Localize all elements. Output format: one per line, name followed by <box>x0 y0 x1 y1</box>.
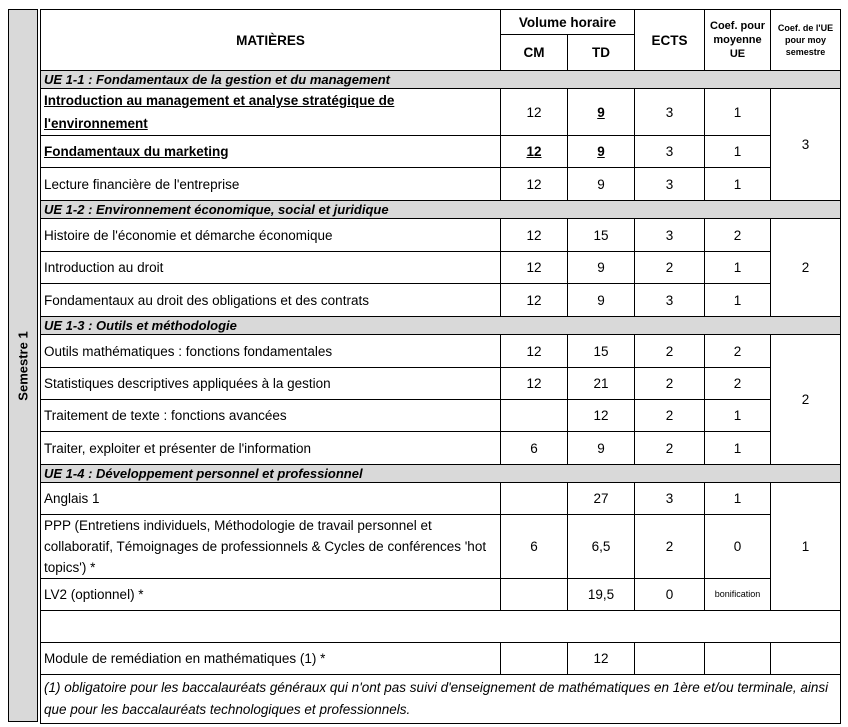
ects-value: 2 <box>635 368 705 400</box>
cm-value: 12 <box>501 335 568 368</box>
table-row <box>41 515 841 579</box>
course-name: Fondamentaux du marketing <box>41 136 501 168</box>
ue-title-row <box>41 317 841 335</box>
coef-value: 0 <box>705 515 771 579</box>
empty-cell <box>41 611 841 643</box>
td-value: 9 <box>568 136 635 168</box>
ects-value <box>635 643 705 675</box>
ects-value: 2 <box>635 252 705 284</box>
coef-value: 1 <box>705 284 771 317</box>
curriculum-table <box>40 9 841 724</box>
course-name: Outils mathématiques : fonctions fondamentales <box>41 335 501 368</box>
ue-coef: 3 <box>771 89 841 201</box>
header-matieres: MATIÈRES <box>41 10 501 71</box>
coef-value: 1 <box>705 89 771 136</box>
ects-value: 3 <box>635 168 705 201</box>
ects-value: 0 <box>635 579 705 611</box>
td-value: 15 <box>568 219 635 252</box>
semester-label-cell <box>8 9 38 722</box>
coef-value: 1 <box>705 136 771 168</box>
table-row <box>41 400 841 432</box>
td-value: 12 <box>568 643 635 675</box>
td-value: 9 <box>568 432 635 465</box>
table-row <box>41 168 841 201</box>
cm-value: 12 <box>501 89 568 136</box>
ue-coef <box>771 643 841 675</box>
ue-title: UE 1-1 : Fondamentaux de la gestion et du management <box>41 71 841 89</box>
footnote-row <box>41 675 841 724</box>
table-row <box>41 335 841 368</box>
ue-title: UE 1-2 : Environnement économique, social et juridique <box>41 201 841 219</box>
course-name: Traiter, exploiter et présenter de l'information <box>41 432 501 465</box>
td-value: 15 <box>568 335 635 368</box>
cm-value: 12 <box>501 252 568 284</box>
course-name: Histoire de l'économie et démarche économique <box>41 219 501 252</box>
table-row <box>41 368 841 400</box>
ue-title-row <box>41 465 841 483</box>
semester-label: Semestre 1 <box>15 330 31 401</box>
course-name: LV2 (optionnel) * <box>41 579 501 611</box>
course-name: PPP (Entretiens individuels, Méthodologie de travail personnel et collaboratif, Témoignages de professionnels & Cycles de conférences 'hot topics') * <box>41 515 501 579</box>
coef-value: 1 <box>705 168 771 201</box>
course-name: Anglais 1 <box>41 483 501 515</box>
header-ects: ECTS <box>635 10 705 71</box>
coef-value: 1 <box>705 432 771 465</box>
cm-value: 6 <box>501 515 568 579</box>
ects-value: 2 <box>635 432 705 465</box>
cm-value: 12 <box>501 368 568 400</box>
header-coef-moyenne: Coef. pour moyenne UE <box>705 10 771 71</box>
table-row <box>41 579 841 611</box>
ects-value: 3 <box>635 89 705 136</box>
ects-value: 3 <box>635 219 705 252</box>
course-name: Lecture financière de l'entreprise <box>41 168 501 201</box>
ects-value: 2 <box>635 515 705 579</box>
coef-value <box>705 643 771 675</box>
td-value: 27 <box>568 483 635 515</box>
footnote: (1) obligatoire pour les baccalauréats généraux qui n'ont pas suivi d'enseignement de mathématiques en 1ère et/ou terminale, ainsi que pour les baccalauréats technologiques et professionnels. <box>41 675 841 724</box>
ue-coef: 2 <box>771 335 841 465</box>
coef-value: 1 <box>705 252 771 284</box>
table-row <box>41 432 841 465</box>
cm-value: 12 <box>501 219 568 252</box>
coef-value: 1 <box>705 483 771 515</box>
ue-title: UE 1-3 : Outils et méthodologie <box>41 317 841 335</box>
cm-value: 6 <box>501 432 568 465</box>
td-value: 6,5 <box>568 515 635 579</box>
td-value: 21 <box>568 368 635 400</box>
td-value: 9 <box>568 168 635 201</box>
cm-value <box>501 643 568 675</box>
table-row <box>41 136 841 168</box>
td-value: 9 <box>568 284 635 317</box>
table-row <box>41 284 841 317</box>
header-row-1 <box>41 10 841 35</box>
coef-value: bonification <box>705 579 771 611</box>
course-name: Module de remédiation en mathématiques (1) * <box>41 643 501 675</box>
course-name: Statistiques descriptives appliquées à la gestion <box>41 368 501 400</box>
header-coef-ue: Coef. de l'UE pour moy semestre <box>771 10 841 71</box>
td-value: 9 <box>568 89 635 136</box>
header-volume-horaire: Volume horaire <box>501 10 635 35</box>
coef-value: 2 <box>705 335 771 368</box>
ue-title: UE 1-4 : Développement personnel et professionnel <box>41 465 841 483</box>
course-name: Traitement de texte : fonctions avancées <box>41 400 501 432</box>
ue-coef: 1 <box>771 483 841 611</box>
ects-value: 3 <box>635 483 705 515</box>
ects-value: 2 <box>635 400 705 432</box>
table-row <box>41 252 841 284</box>
header-cm: CM <box>501 35 568 71</box>
empty-row <box>41 611 841 643</box>
table-row <box>41 643 841 675</box>
course-name: Introduction au droit <box>41 252 501 284</box>
cm-value: 12 <box>501 136 568 168</box>
cm-value <box>501 579 568 611</box>
ue-coef: 2 <box>771 219 841 317</box>
coef-value: 2 <box>705 368 771 400</box>
table-row <box>41 219 841 252</box>
cm-value: 12 <box>501 168 568 201</box>
ects-value: 3 <box>635 136 705 168</box>
ects-value: 2 <box>635 335 705 368</box>
td-value: 12 <box>568 400 635 432</box>
cm-value <box>501 400 568 432</box>
ue-title-row <box>41 201 841 219</box>
ue-title-row <box>41 71 841 89</box>
td-value: 19,5 <box>568 579 635 611</box>
cm-value: 12 <box>501 284 568 317</box>
table-row <box>41 89 841 136</box>
header-td: TD <box>568 35 635 71</box>
ects-value: 3 <box>635 284 705 317</box>
coef-value: 2 <box>705 219 771 252</box>
course-name: Fondamentaux au droit des obligations et des contrats <box>41 284 501 317</box>
table-row <box>41 483 841 515</box>
course-name: Introduction au management et analyse stratégique de l'environnement <box>41 89 501 136</box>
cm-value <box>501 483 568 515</box>
td-value: 9 <box>568 252 635 284</box>
coef-value: 1 <box>705 400 771 432</box>
